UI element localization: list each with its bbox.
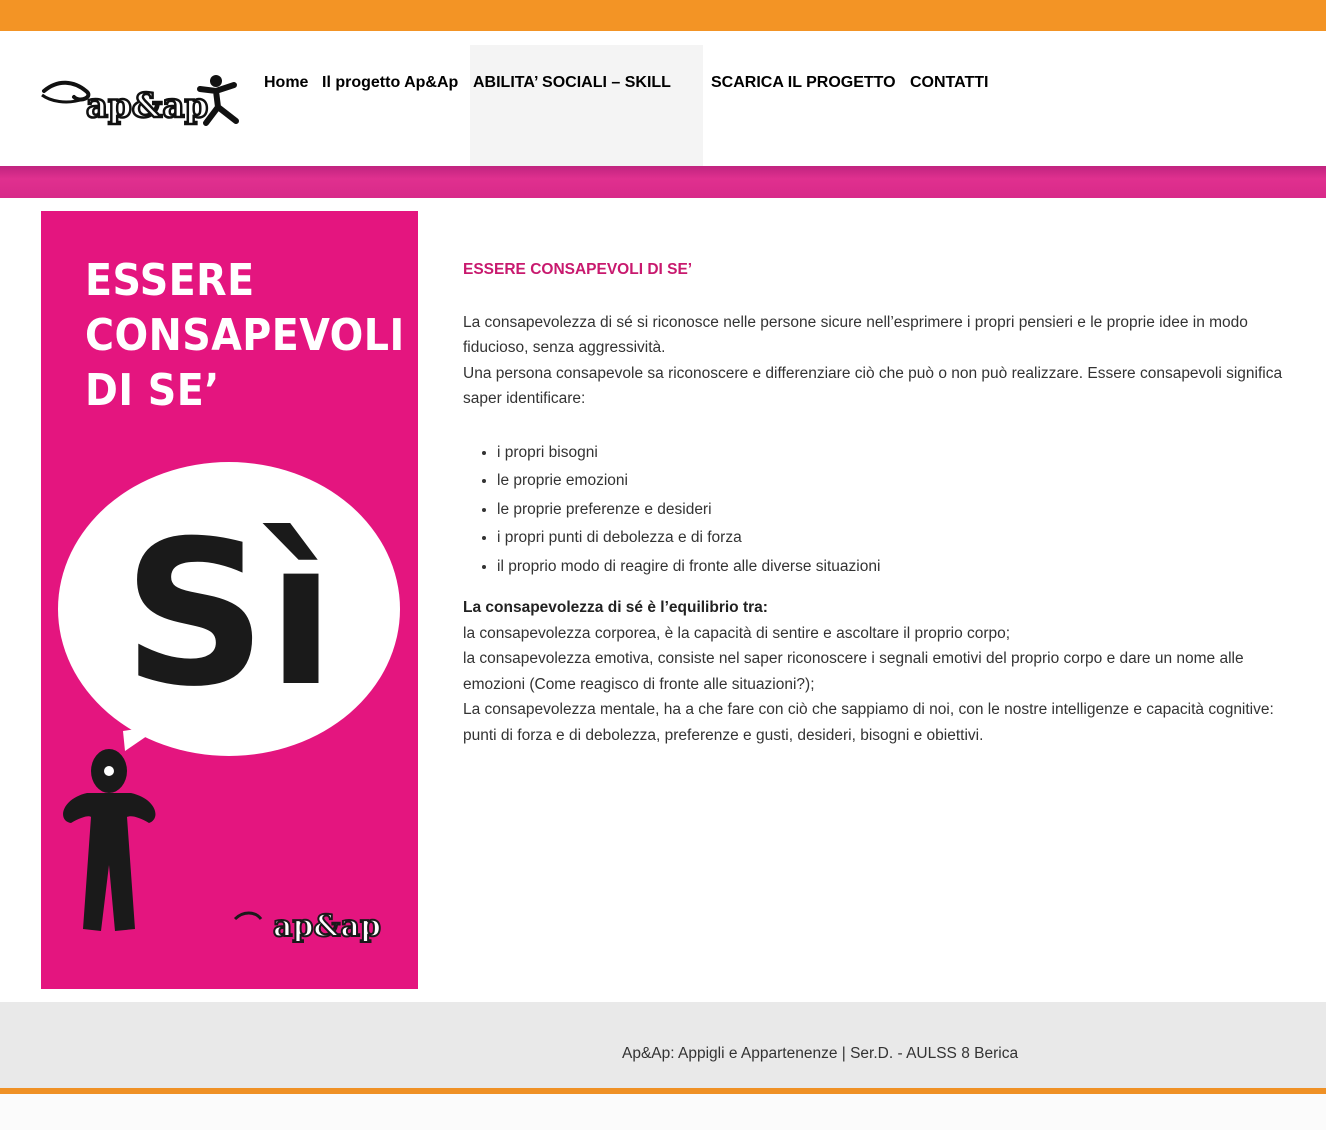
poster-title bbox=[85, 253, 405, 418]
nav-contatti[interactable]: CONTATTI bbox=[910, 74, 989, 91]
top-accent-bar bbox=[0, 0, 1326, 31]
balance-line-2: la consapevolezza emotiva, consiste nel saper riconoscere i segnali emotivi del proprio corpo e dare un nome alle emozioni (Come reagisco di fronte alle situazioni?); bbox=[463, 650, 1244, 693]
balance-line-1: la consapevolezza corporea, è la capacità di sentire e ascoltare il proprio corpo; bbox=[463, 624, 1011, 642]
poster-brand-logo bbox=[235, 909, 381, 944]
poster-brand-text: ap&ap bbox=[273, 909, 381, 944]
poster-title-line-3: DI SE’ bbox=[85, 365, 220, 416]
logo-mark-text: ap&ap bbox=[86, 86, 209, 126]
poster-image bbox=[41, 211, 418, 989]
nav-home[interactable]: Home bbox=[264, 74, 309, 91]
poster-title-line-1: ESSERE bbox=[85, 255, 255, 306]
stick-figure-icon bbox=[63, 749, 155, 931]
list-item: • le proprie emozioni bbox=[497, 467, 1293, 496]
article-content bbox=[463, 250, 1293, 748]
list-item: • le proprie preferenze e desideri bbox=[497, 496, 1293, 525]
nav-scarica-progetto[interactable]: SCARICA IL PROGETTO bbox=[711, 74, 896, 91]
nav-il-progetto[interactable]: Il progetto Ap&Ap bbox=[322, 74, 459, 91]
balance-line-3: La consapevolezza mentale, ha a che fare con ciò che sappiamo di noi, con le nostre intelligenze e capacità cognitive: punti di forza e di debolezza, preferenze e gusti, desideri, bisogni e obiettivi. bbox=[463, 701, 1274, 744]
nav-abilita-sociali[interactable]: ABILITA’ SOCIALI – SKILL bbox=[470, 45, 703, 166]
site-logo[interactable] bbox=[40, 71, 246, 153]
list-item: • il proprio modo di reagire di fronte alle diverse situazioni bbox=[497, 553, 1293, 582]
footer-text: Ap&Ap: Appigli e Appartenenze | Ser.D. - AULSS 8 Berica bbox=[622, 1045, 1019, 1062]
list-item: • i propri bisogni bbox=[497, 439, 1293, 468]
site-footer bbox=[0, 1002, 1326, 1088]
pink-banner bbox=[0, 166, 1326, 198]
identification-list bbox=[463, 439, 1293, 582]
list-item: • i propri punti di debolezza e di forza bbox=[497, 524, 1293, 553]
poster-title-line-2: CONSAPEVOLI bbox=[85, 310, 405, 361]
intro-paragraph-2: Una persona consapevole sa riconoscere e differenziare ciò che può o non può realizzare. Essere consapevoli significa saper identificare: bbox=[463, 364, 1283, 407]
balance-title: La consapevolezza di sé è l’equilibrio tra: bbox=[463, 599, 768, 616]
article-heading: ESSERE CONSAPEVOLI DI SE’ bbox=[463, 261, 693, 278]
page-bottom bbox=[0, 1094, 1326, 1130]
logo-mark-icon bbox=[40, 71, 246, 153]
bubble-text: Sì bbox=[122, 498, 336, 731]
intro-paragraph-1: La consapevolezza di sé si riconosce nelle persone sicure nell’esprimere i propri pensieri e le proprie idee in modo fiducioso, senza aggressività. bbox=[463, 313, 1248, 356]
